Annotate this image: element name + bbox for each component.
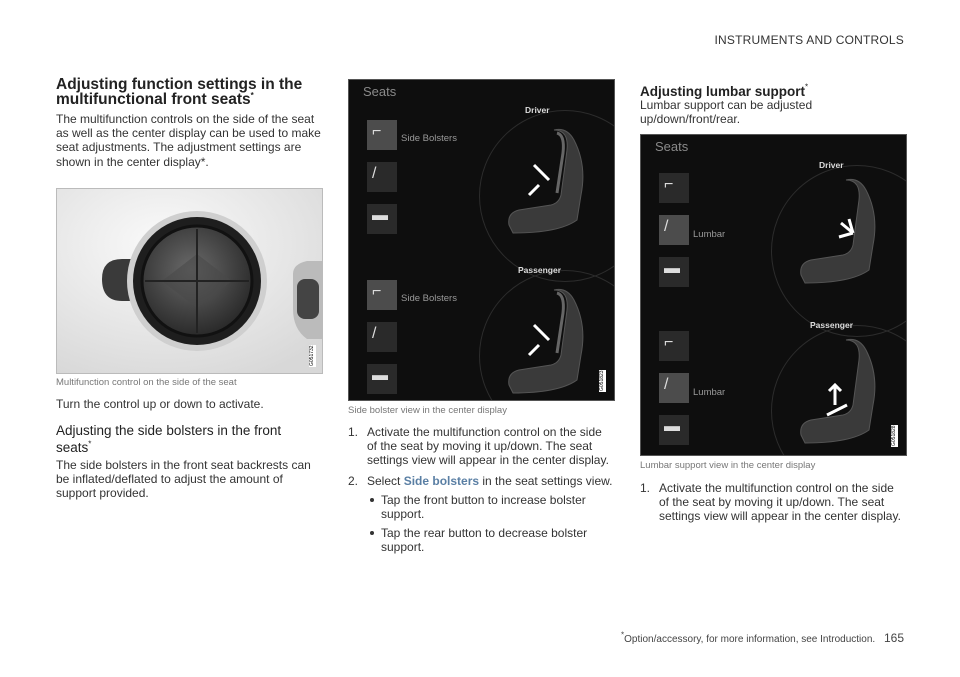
- side-bolsters-label-driver: Side Bolsters: [401, 133, 457, 144]
- lumbar-button[interactable]: [659, 373, 689, 403]
- seat-icon: /: [372, 325, 377, 342]
- main-heading: [56, 77, 324, 107]
- step-number: 1.: [640, 481, 651, 495]
- bolster-heading-line2: seats: [56, 440, 89, 455]
- lumbar-button[interactable]: [659, 215, 689, 245]
- lumbar-steps: [640, 481, 906, 524]
- lumbar-label-driver: Lumbar: [693, 229, 726, 240]
- image-caption: Multifunction control on the side of the seat: [56, 377, 237, 388]
- footer: [621, 631, 904, 645]
- backrest-button[interactable]: [367, 322, 397, 352]
- cushion-icon: ▬: [664, 260, 680, 277]
- bullet-item: Tap the rear button to decrease bolster support.: [367, 526, 614, 554]
- seat-icon: /: [664, 376, 669, 393]
- bolster-paragraph: The side bolsters in the front seat backrests can be inflated/deflated to adjust the amount of support provided.: [56, 458, 311, 501]
- screen-title: Seats: [363, 84, 397, 99]
- side-bolsters-menu-term: Side bolsters: [403, 473, 480, 488]
- seat-control-image: [56, 188, 323, 374]
- seat-icon: /: [372, 165, 377, 182]
- side-bolsters-label-passenger: Side Bolsters: [401, 293, 457, 304]
- cushion-button[interactable]: [659, 257, 689, 287]
- cushion-button[interactable]: [367, 364, 397, 394]
- lumbar-heading-text: Adjusting lumbar support: [640, 84, 805, 99]
- step-number: 2.: [348, 473, 359, 488]
- cushion-icon: ▬: [372, 207, 388, 224]
- lumbar-label-passenger: Lumbar: [693, 387, 726, 398]
- passenger-label: Passenger: [518, 265, 561, 275]
- lumbar-caption: Lumbar support view in the center display: [640, 460, 816, 471]
- bolster-heading-line1: Adjusting the side bolsters in the front: [56, 423, 282, 438]
- seat-back-icon: ⌐: [664, 176, 674, 193]
- option-star: *: [805, 82, 809, 92]
- driver-label: Driver: [525, 105, 550, 115]
- driver-seat-icon: [499, 125, 599, 240]
- seat-back-icon: ⌐: [664, 334, 674, 351]
- bolster-button[interactable]: [367, 120, 397, 150]
- bolster-button[interactable]: [367, 280, 397, 310]
- lumbar-intro: Lumbar support can be adjusted up/down/front/rear.: [640, 98, 813, 127]
- option-star: *: [250, 90, 254, 100]
- intro-paragraph: The multifunction controls on the side of the seat as well as the center display can be used to make seat adjustments. The adjustment settings are shown in the center display*.: [56, 112, 321, 169]
- step-text: Activate the multifunction control on the side of the seat by moving it up/down. The seat settings view will appear in the center display.: [659, 481, 901, 524]
- screen-title: Seats: [655, 139, 689, 154]
- footnote-text: Option/accessory, for more information, see Introduction.: [624, 634, 876, 645]
- passenger-seat-icon: [499, 285, 599, 400]
- step-item: [640, 481, 906, 524]
- cushion-button[interactable]: [367, 204, 397, 234]
- footnote-star: *: [621, 630, 625, 640]
- passenger-label: Passenger: [810, 320, 853, 330]
- step-text: in the seat settings view.: [479, 473, 613, 488]
- side-bolster-caption: Side bolster view in the center display: [348, 405, 507, 416]
- option-star: *: [88, 439, 92, 449]
- seat-back-icon: ⌐: [372, 283, 382, 300]
- passenger-seat-icon: [791, 335, 891, 450]
- main-heading-line2: multifunctional front seats: [56, 91, 251, 108]
- multifunction-control-illustration: [57, 189, 322, 373]
- bolster-steps: [348, 425, 614, 555]
- seat-back-icon: ⌐: [372, 123, 382, 140]
- cushion-icon: ▬: [664, 418, 680, 435]
- step-text: Select: [367, 473, 404, 488]
- side-bolster-screen: [348, 79, 615, 401]
- backrest-button[interactable]: [367, 162, 397, 192]
- step-item: [348, 425, 614, 468]
- lumbar-screen: [640, 134, 907, 456]
- cushion-button[interactable]: [659, 415, 689, 445]
- bullet-item: Tap the front button to increase bolster support.: [367, 493, 614, 521]
- image-code: G051732: [309, 345, 315, 367]
- cushion-icon: ▬: [372, 367, 388, 384]
- screen-code: G051828: [891, 425, 897, 447]
- step-number: 1.: [348, 425, 359, 439]
- seat-icon: /: [664, 218, 669, 235]
- section-header: INSTRUMENTS AND CONTROLS: [714, 33, 904, 47]
- screen-code: G051823: [599, 370, 605, 392]
- page-number: 165: [883, 631, 904, 645]
- driver-seat-icon: [791, 175, 891, 290]
- step-text: Activate the multifunction control on the side of the seat by moving it up/down. The seat settings view will appear in the center display.: [367, 425, 609, 468]
- activate-text: Turn the control up or down to activate.: [56, 397, 264, 411]
- main-heading-line1: Adjusting function settings in the: [56, 76, 303, 93]
- bolster-button[interactable]: [659, 331, 689, 361]
- bolster-button[interactable]: [659, 173, 689, 203]
- driver-label: Driver: [819, 160, 844, 170]
- bolster-heading: [56, 422, 324, 456]
- step-item: [348, 474, 614, 555]
